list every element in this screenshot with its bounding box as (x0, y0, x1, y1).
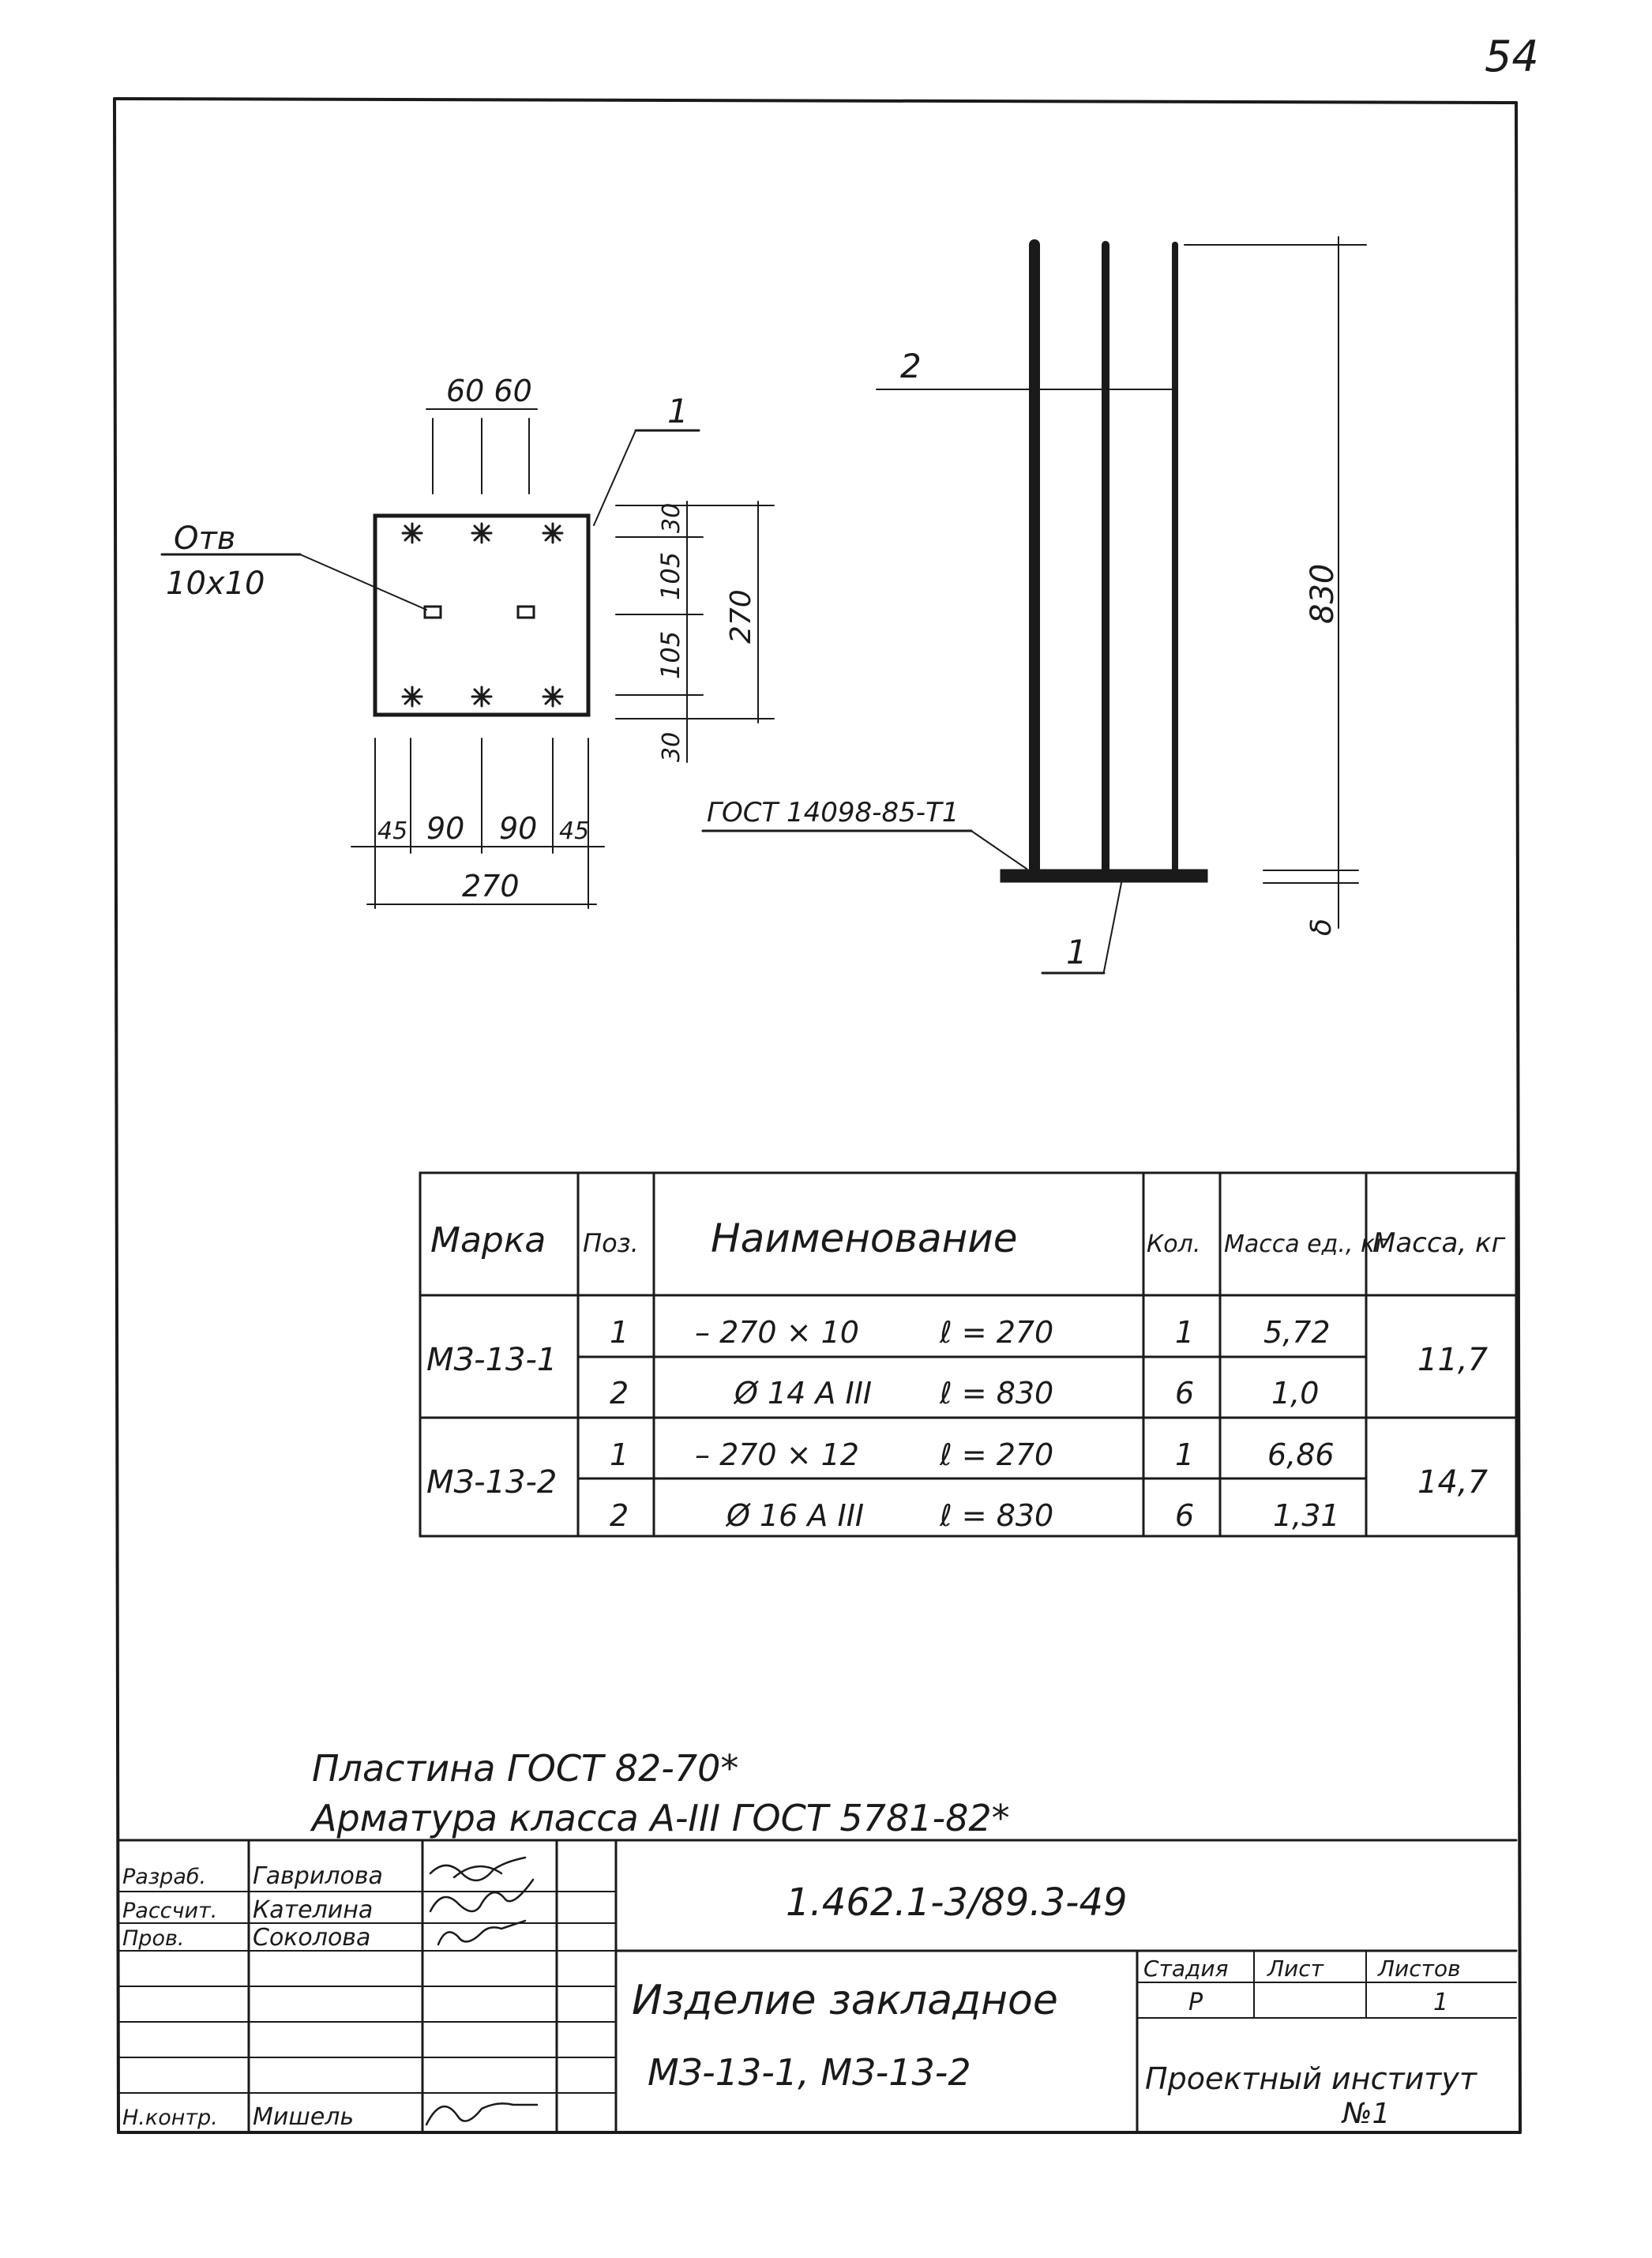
stud-marks (403, 524, 562, 706)
row-qty: 6 (1175, 1498, 1195, 1533)
person-name: Мишель (253, 2103, 355, 2131)
height-dim: 830 (1305, 563, 1341, 624)
role-label: Рассчит. (122, 1899, 218, 1923)
row-unit-mass: 1,0 (1271, 1376, 1320, 1411)
sheets-header: Листов (1378, 1956, 1461, 1982)
group-mass: 11,7 (1417, 1342, 1489, 1378)
row-name: – 270 × 10 (695, 1315, 859, 1350)
pos1-label: 1 (1066, 933, 1087, 971)
row-pos: 1 (610, 1315, 629, 1350)
thickness-dim: δ (1305, 918, 1338, 936)
stud-mark (472, 524, 491, 543)
bottom-total: 270 (462, 869, 520, 904)
row-length: ℓ = 270 (940, 1437, 1054, 1472)
row-length: ℓ = 830 (940, 1498, 1054, 1533)
base-plate (1001, 870, 1207, 881)
right-dim-a: 30 (658, 731, 685, 762)
bottom-dim-c: 90 (499, 811, 538, 846)
title-block (122, 1862, 1478, 2131)
notes (310, 1747, 1010, 1839)
role-label: Н.контр. (122, 2106, 218, 2130)
row-pos: 2 (610, 1498, 629, 1533)
person-name: Гаврилова (253, 1862, 383, 1890)
header-name: Наименование (711, 1215, 1018, 1261)
row-unit-mass: 6,86 (1267, 1437, 1335, 1472)
hole-mark (518, 607, 534, 618)
signature (430, 1880, 533, 1911)
plate-view-labels (166, 374, 757, 904)
plate-pos-label: 1 (667, 392, 689, 430)
spec-table (426, 1215, 1507, 1533)
title-line-1: Изделие закладное (632, 1977, 1058, 2024)
stud-mark (543, 524, 562, 543)
group-marka: МЗ-13-2 (426, 1464, 558, 1501)
row-qty: 1 (1175, 1437, 1195, 1472)
row-qty: 1 (1175, 1315, 1195, 1350)
top-dims: 60 60 (446, 374, 532, 408)
group-mass: 14,7 (1417, 1464, 1489, 1501)
signature (438, 1921, 525, 1944)
header-unit-mass: Масса ед., кг (1224, 1230, 1387, 1258)
person-name: Соколова (253, 1924, 371, 1952)
row-unit-mass: 1,31 (1273, 1498, 1340, 1533)
hole-size: 10х10 (166, 565, 265, 602)
org-line-1: Проектный институт (1145, 2061, 1477, 2096)
row-length: ℓ = 270 (940, 1315, 1054, 1350)
signatures (426, 1858, 537, 2125)
row-qty: 6 (1175, 1376, 1195, 1411)
side-view (703, 237, 1366, 973)
org-line-2: №1 (1342, 2098, 1391, 2130)
header-qty: Кол. (1147, 1230, 1201, 1258)
frame-right (1516, 103, 1520, 2132)
stud-mark (543, 687, 562, 706)
row-pos: 1 (610, 1437, 629, 1472)
note-line: Арматура класса А-III ГОСТ 5781-82* (312, 1797, 1010, 1839)
stage-value: Р (1188, 1989, 1203, 2016)
person-name: Кателина (253, 1896, 374, 1924)
role-label: Пров. (122, 1926, 185, 1951)
row-unit-mass: 5,72 (1263, 1315, 1331, 1350)
stage-header: Стадия (1143, 1956, 1229, 1982)
pos2-label: 2 (900, 347, 922, 385)
row-name: – 270 × 12 (695, 1437, 859, 1472)
sheet-header: Лист (1267, 1956, 1323, 1982)
frame-top (115, 99, 1516, 103)
header-marka: Марка (430, 1220, 546, 1260)
weld-note: ГОСТ 14098-85-Т1 (707, 797, 959, 828)
right-total: 270 (725, 589, 757, 644)
doc-code: 1.462.1-3/89.3-49 (786, 1880, 1128, 1925)
signature (426, 2103, 537, 2125)
row-length: ℓ = 830 (940, 1376, 1054, 1411)
right-dim-c: 105 (655, 551, 685, 600)
row-name: Ø 14 А III (734, 1376, 873, 1411)
stud-mark (403, 687, 422, 706)
sheets-value: 1 (1433, 1989, 1449, 2016)
header-pos: Поз. (583, 1228, 639, 1258)
right-dim-b: 105 (655, 630, 685, 679)
row-pos: 2 (610, 1376, 629, 1411)
right-dim-d: 30 (658, 502, 685, 533)
bottom-dim-a: 45 (377, 817, 408, 845)
row-name: Ø 16 А III (727, 1498, 865, 1533)
role-label: Разраб. (122, 1865, 207, 1889)
stud-mark (472, 687, 491, 706)
title-line-2: МЗ-13-1, МЗ-13-2 (648, 2051, 971, 2094)
frame-left (115, 99, 118, 2132)
header-mass: Масса, кг (1372, 1227, 1506, 1259)
bottom-dim-b: 90 (426, 811, 465, 846)
plate-outline (375, 516, 588, 715)
hole-label: Отв (174, 520, 236, 557)
bottom-dim-d: 45 (559, 817, 590, 845)
group-marka: МЗ-13-1 (426, 1342, 558, 1378)
note-line: Пластина ГОСТ 82-70* (312, 1747, 739, 1790)
stud-mark (403, 524, 422, 543)
sheet-number: 54 (1485, 32, 1539, 81)
signature (430, 1858, 525, 1880)
hole-mark (425, 607, 441, 618)
